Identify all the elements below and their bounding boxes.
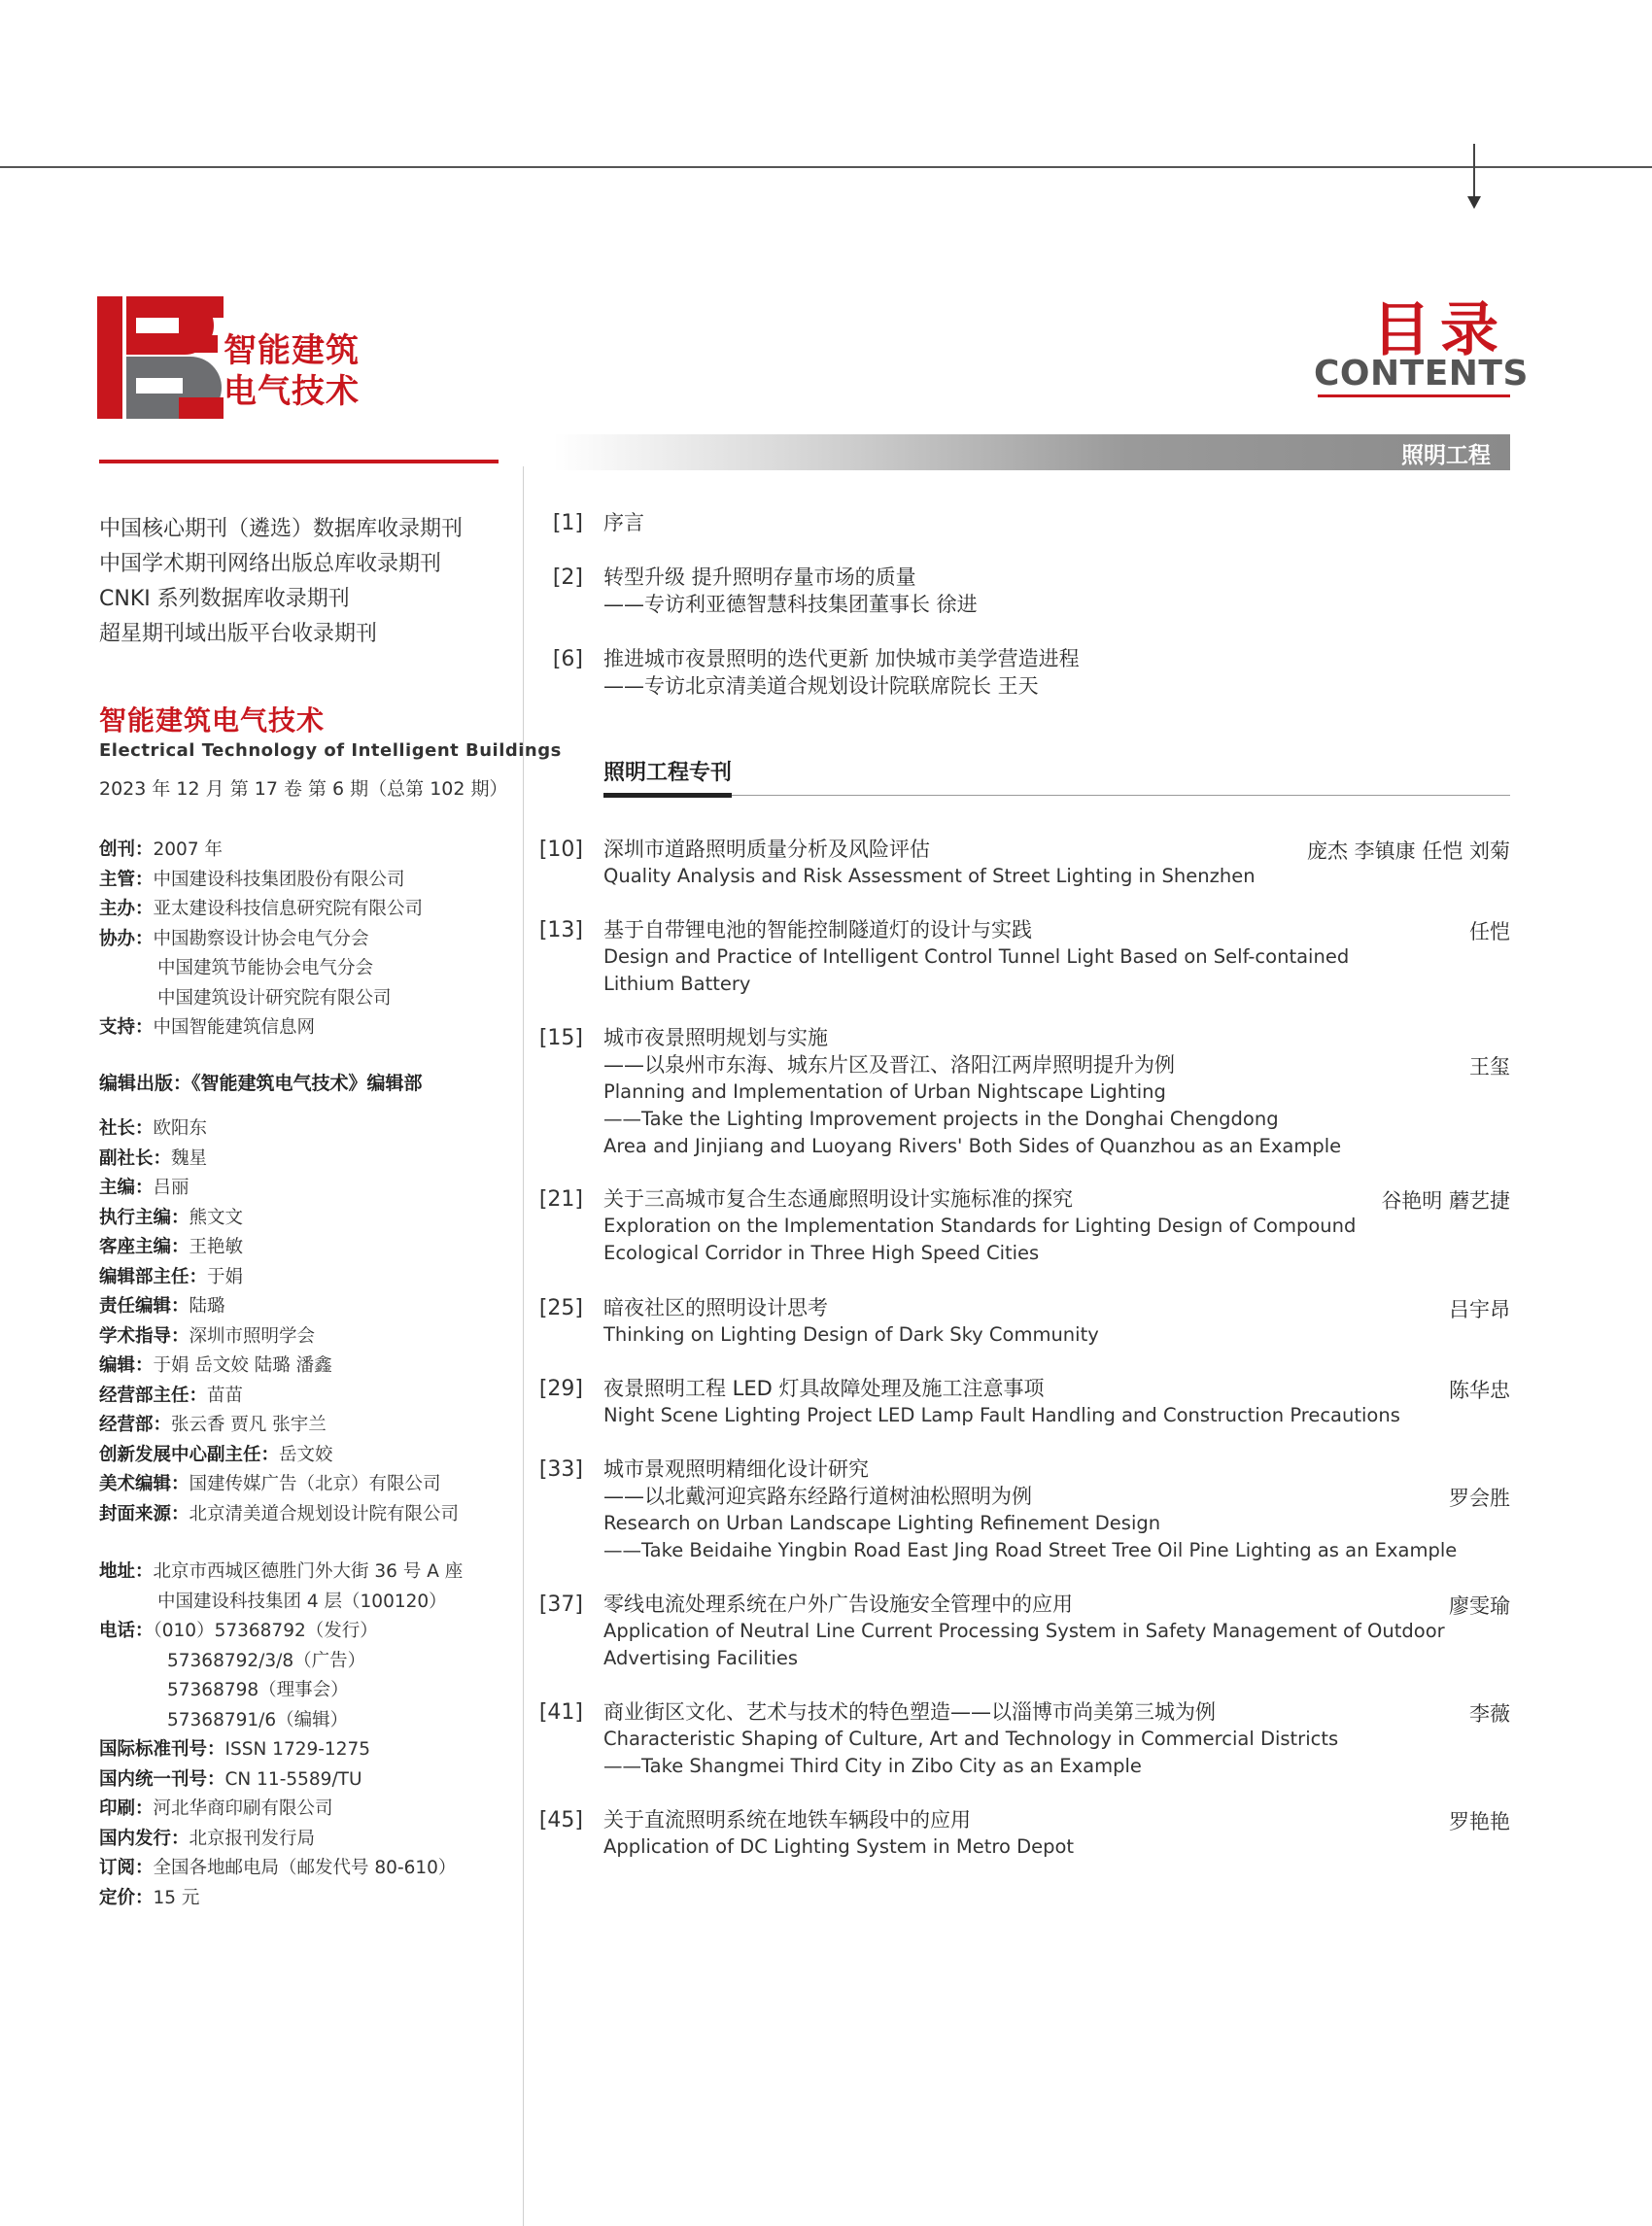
entry-page-number: [15] [538,1026,583,1050]
masthead-value: 全国各地邮电局（邮发代号 80-610） [153,1858,457,1878]
entry-title-line: ——专访利亚德智慧科技集团董事长 徐进 [603,593,978,616]
toc-title-cn: 目录 [1372,296,1508,364]
masthead-value: 57368792/3/8（广告） [167,1650,366,1671]
entry-title-cn: 城市景观照明精细化设计研究 [603,1457,869,1481]
toc-entry-title[interactable] [603,836,1256,890]
masthead-value: （010）57368792（发行） [153,1621,378,1641]
masthead-value: 吕丽 [153,1178,189,1198]
entry-title-cn: 商业街区文化、艺术与技术的特色塑造——以淄博市尚美第三城为例 [603,1700,1216,1724]
entry-title-en: ——Take Beidaihe Yingbin Road East Jing Road Street Tree Oil Pine Lighting as an Example [603,1539,1458,1561]
masthead-value: 中国建筑节能协会电气分会 [157,958,374,978]
masthead-value: ISSN 1729-1275 [224,1739,371,1760]
entry-title-en: ——Take the Lighting Improvement projects in the Donghai Chengdong [603,1108,1279,1130]
masthead-label: 主编： [99,1178,154,1198]
masthead-line [99,984,392,1013]
index-line: 中国核心期刊（遴选）数据库收录期刊 [99,517,464,541]
entry-page-number: [37] [538,1592,583,1617]
entry-page-number: [33] [538,1457,583,1482]
magazine-title-en: Electrical Technology of Intelligent Buildings [99,740,562,761]
masthead-value: 魏星 [171,1147,208,1169]
entry-page-number: [25] [538,1296,583,1320]
intro-entry-title[interactable] [603,564,978,618]
masthead-value: 熊文文 [189,1207,244,1228]
entry-title-line: 推进城市夜景照明的迭代更新 加快城市美学营造进程 [603,647,1080,670]
entry-title-en: Design and Practice of Intelligent Control Tunnel Light Based on Self-contained [603,945,1350,968]
logo-line-2: 电气技术 [224,372,360,411]
masthead-value: 于娟 [207,1266,244,1287]
entry-title-line: 转型升级 提升照明存量市场的质量 [603,565,916,589]
publisher-line: 编辑出版：《智能建筑电气技术》编辑部 [99,1073,423,1094]
entry-title-cn: ——以泉州市东海、城东片区及晋江、洛阳江两岸照明提升为例 [603,1053,1175,1077]
masthead-label: 主管： [99,869,154,890]
masthead-line [99,1145,207,1174]
masthead-line [99,1174,189,1203]
masthead-value: 河北华商印刷有限公司 [153,1798,333,1819]
toc-title-en: CONTENTS [1314,354,1529,394]
toc-entry-title[interactable] [603,1806,1074,1861]
masthead-value: 深圳市照明学会 [189,1325,316,1347]
logo-text [224,330,360,412]
masthead-label: 国内统一刊号： [99,1768,225,1790]
toc-entry-title[interactable] [603,1185,1356,1267]
logo-underline [99,460,499,463]
entry-title-cn: ——以北戴河迎宾路东经路行道树油松照明为例 [603,1485,1032,1508]
masthead-label: 定价： [99,1887,154,1908]
masthead-label: 创刊： [99,839,154,860]
entry-page-number: [45] [538,1808,583,1832]
toc-entry-title[interactable] [603,1591,1445,1672]
entry-title-en: Research on Urban Landscape Lighting Refinement Design [603,1512,1161,1534]
masthead-value: 57368798（理事会） [167,1680,349,1700]
masthead-line [99,1441,333,1470]
entry-author: 谷艳明 蘑艺捷 [1381,1189,1510,1213]
top-rule [0,166,1652,168]
masthead-line [99,866,405,895]
masthead-line [99,1706,348,1735]
entry-title-en: Planning and Implementation of Urban Nightscape Lighting [603,1080,1166,1103]
toc-entry-title[interactable] [603,916,1349,998]
masthead-label: 经营部： [99,1415,172,1435]
masthead-line [99,1470,441,1499]
intro-entry-title[interactable] [603,645,1080,700]
masthead-label: 地址： [99,1561,154,1582]
entry-title-en: Advertising Facilities [603,1647,799,1669]
entry-author: 王玺 [1469,1055,1510,1079]
toc-entry-title[interactable] [603,1024,1341,1160]
toc-entry-title[interactable] [603,1375,1400,1429]
entry-title-cn: 暗夜社区的照明设计思考 [603,1296,828,1319]
issue-info: 2023 年 12 月 第 17 卷 第 6 期（总第 102 期） [99,778,508,800]
masthead-label: 经营部主任： [99,1385,208,1406]
entry-author: 罗会胜 [1449,1487,1510,1510]
masthead-label: 国内发行： [99,1828,189,1849]
masthead-line [99,1013,315,1043]
entry-page-number: [41] [538,1700,583,1725]
toc-entry-title[interactable] [603,1294,1099,1349]
masthead-value: 苗苗 [207,1385,244,1406]
masthead-value: 王艳敏 [189,1237,244,1257]
index-line: 中国学术期刊网络出版总库收录期刊 [99,552,442,576]
masthead-line [99,1735,370,1764]
masthead-value: 岳文姣 [279,1444,333,1465]
masthead-label: 封面来源： [99,1503,189,1524]
masthead-label: 印刷： [99,1798,154,1819]
entry-title-cn: 零线电流处理系统在户外广告设施安全管理中的应用 [603,1592,1073,1616]
masthead-line [99,1352,332,1381]
masthead-value: 张云香 贾凡 张宇兰 [171,1415,327,1435]
masthead-line [99,1233,243,1262]
masthead-value: 中国勘察设计协会电气分会 [153,928,369,949]
masthead-line [99,1588,447,1617]
column-divider [523,466,524,2226]
entry-title-en: Area and Jinjiang and Luoyang Rivers' Both Sides of Quanzhou as an Example [603,1135,1342,1157]
masthead-value: 北京报刊发行局 [189,1828,316,1849]
category-label: 照明工程 [1401,443,1491,468]
masthead-value: 北京清美道合规划设计院有限公司 [189,1503,460,1524]
intro-entry-title[interactable] [603,509,644,536]
entry-title-en: Ecological Corridor in Three High Speed Cities [603,1242,1040,1264]
logo-line-1: 智能建筑 [224,331,360,370]
entry-author: 李薇 [1469,1702,1510,1726]
masthead-value: 亚太建设科技信息研究院有限公司 [153,899,424,919]
masthead-value: 欧阳东 [153,1118,208,1139]
masthead-line [99,1500,459,1529]
section-underline [603,793,732,798]
entry-page-number: [29] [538,1377,583,1401]
section-rule [603,795,1510,796]
masthead-line [99,1676,349,1705]
masthead-line [99,1322,315,1352]
entry-title-en: Characteristic Shaping of Culture, Art and Technology in Commercial Districts [603,1728,1339,1750]
entry-title-cn: 关于直流照明系统在地铁车辆段中的应用 [603,1808,971,1832]
entry-title-cn: 关于三高城市复合生态通廊照明设计实施标准的探究 [603,1187,1073,1211]
toc-title-underline [1318,394,1510,397]
masthead-value: 2007 年 [153,839,223,860]
masthead-line [99,1617,378,1646]
masthead-label: 执行主编： [99,1207,189,1228]
entry-page-number: [21] [538,1187,583,1212]
magazine-logo [97,296,224,423]
entry-title-en: Quality Analysis and Risk Assessment of Street Lighting in Shenzhen [603,865,1256,887]
entry-author: 庞杰 李镇康 任恺 刘菊 [1306,839,1510,863]
masthead-value: 15 元 [153,1887,200,1908]
entry-title-cn: 城市夜景照明规划与实施 [603,1026,828,1049]
masthead-line [99,925,369,954]
entry-title-cn: 深圳市道路照明质量分析及风险评估 [603,838,930,861]
masthead-label: 编辑部主任： [99,1266,208,1287]
entry-title-line: 序言 [603,511,644,534]
entry-title-line: ——专访北京清美道合规划设计院联席院长 王天 [603,674,1039,698]
masthead-label: 创新发展中心副主任： [99,1444,280,1465]
masthead-line [99,1204,243,1233]
masthead-line [99,1411,327,1440]
entry-title-en: Night Scene Lighting Project LED Lamp Fault Handling and Construction Precautions [603,1404,1400,1426]
index-line: CNKI 系列数据库收录期刊 [99,587,350,611]
entry-author: 罗艳艳 [1449,1810,1510,1833]
entry-title-en: Application of Neutral Line Current Processing System in Safety Management of Outdoor [603,1620,1445,1642]
entry-title-en: Thinking on Lighting Design of Dark Sky Community [603,1323,1099,1346]
masthead-line [99,1884,199,1913]
masthead-line [99,1292,225,1321]
toc-entry-title[interactable] [603,1455,1457,1564]
arrow-down-icon [1467,196,1481,209]
masthead-label: 主办： [99,899,154,919]
category-bar [554,434,1510,470]
arrow-stem [1473,144,1475,198]
section-title: 照明工程专刊 [603,761,733,785]
masthead-label: 电话： [99,1621,154,1641]
entry-title-en: ——Take Shangmei Third City in Zibo City as an Example [603,1755,1142,1777]
masthead-line [99,1795,333,1824]
masthead-value: 国建传媒广告（北京）有限公司 [189,1474,441,1494]
entry-title-en: Exploration on the Implementation Standards for Lighting Design of Compound [603,1215,1357,1237]
masthead-value: 北京市西城区德胜门外大街 36 号 A 座 [153,1561,464,1582]
entry-author: 陈华忠 [1449,1379,1510,1402]
masthead-line [99,895,423,924]
masthead-label: 美术编辑： [99,1474,189,1494]
entry-author: 廖雯瑜 [1449,1594,1510,1618]
masthead-value: 57368791/6（编辑） [167,1709,349,1730]
masthead-label: 学术指导： [99,1325,189,1347]
masthead-label: 责任编辑： [99,1296,189,1317]
entry-title-en: Application of DC Lighting System in Metro Depot [603,1835,1075,1858]
entry-title-cn: 基于自带锂电池的智能控制隧道灯的设计与实践 [603,918,1032,942]
masthead-line [99,1558,463,1587]
masthead-line [99,1825,315,1854]
masthead-label: 国际标准刊号： [99,1739,225,1760]
entry-author: 任恺 [1469,920,1510,943]
masthead-line [99,954,373,983]
masthead-line [99,1647,365,1676]
entry-page-number: [13] [538,918,583,942]
masthead-label: 副社长： [99,1147,172,1169]
masthead-label: 订阅： [99,1858,154,1878]
masthead-value: 中国建设科技集团股份有限公司 [153,869,405,890]
masthead-line [99,1114,207,1144]
masthead-value: 中国建设科技集团 4 层（100120） [157,1591,447,1612]
masthead-line [99,1263,243,1292]
masthead-line [99,1382,243,1411]
masthead-value: 陆璐 [189,1296,225,1317]
masthead-value: 于娟 岳文姣 陆璐 潘鑫 [153,1355,332,1376]
magazine-title: 智能建筑电气技术 [99,704,326,736]
masthead-value: CN 11-5589/TU [224,1768,362,1790]
masthead-line [99,1765,362,1795]
masthead-label: 客座主编： [99,1237,189,1257]
masthead-label: 支持： [99,1017,154,1038]
masthead-label: 社长： [99,1118,154,1139]
index-line: 超星期刊域出版平台收录期刊 [99,622,378,646]
masthead-line [99,1854,456,1883]
toc-entry-title[interactable] [603,1698,1338,1780]
masthead-label: 编辑： [99,1355,154,1376]
masthead-value: 中国智能建筑信息网 [153,1017,316,1038]
masthead-label: 协办： [99,928,154,949]
entry-page-number: [6] [552,647,583,671]
masthead-line [99,836,223,865]
entry-page-number: [1] [552,511,583,535]
entry-author: 吕宇昂 [1449,1298,1510,1321]
masthead-value: 中国建筑设计研究院有限公司 [157,987,392,1009]
entry-page-number: [10] [538,838,583,862]
entry-title-cn: 夜景照明工程 LED 灯具故障处理及施工注意事项 [603,1377,1045,1400]
entry-title-en: Lithium Battery [603,973,751,995]
entry-page-number: [2] [552,565,583,590]
